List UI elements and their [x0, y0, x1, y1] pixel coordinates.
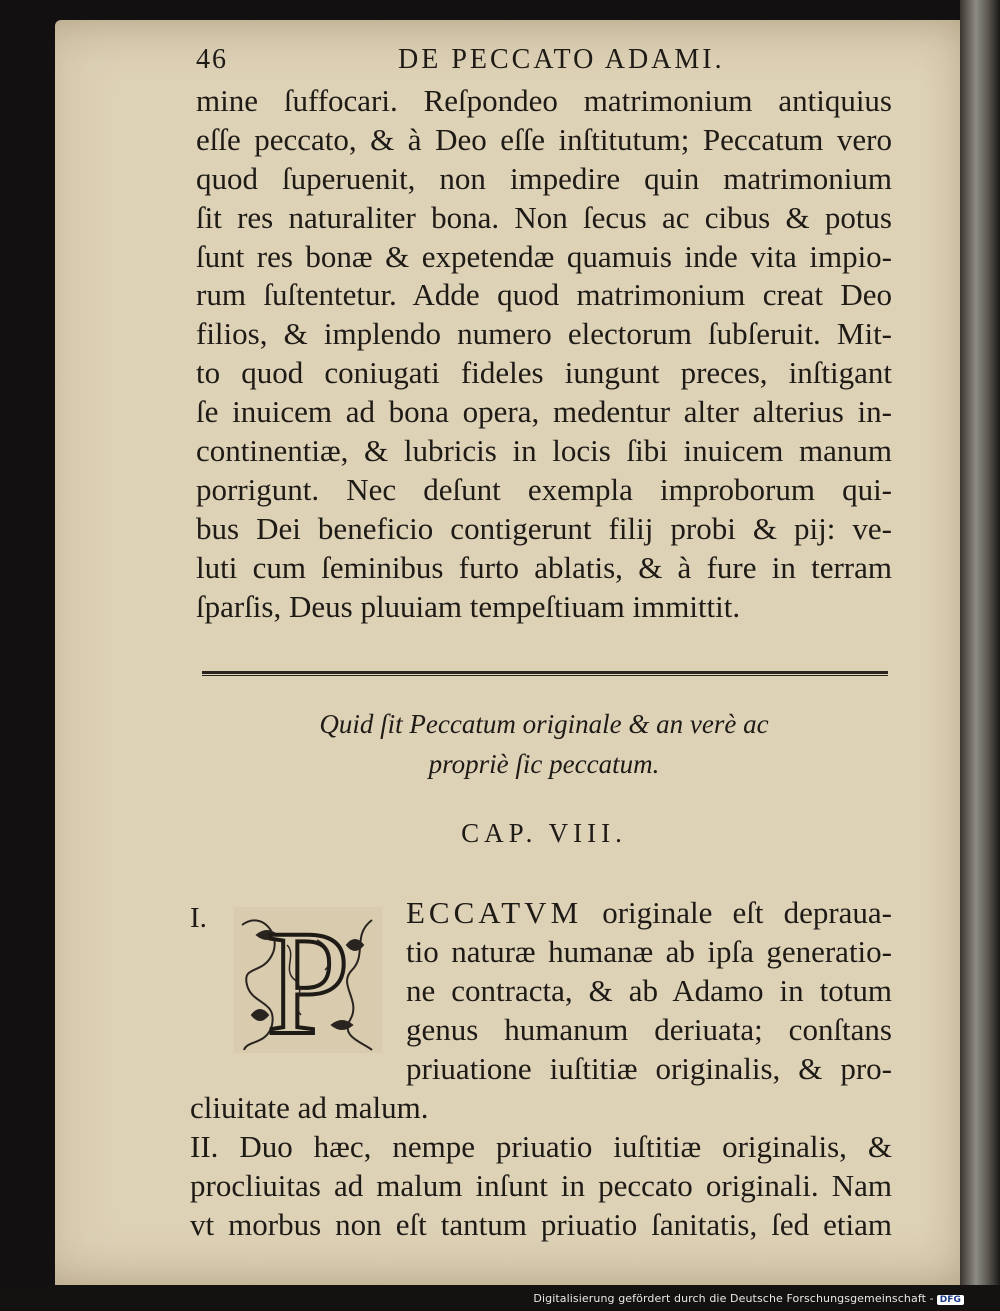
text-line: ſit res naturaliter bona. Non ſecus ac cibus & potus [196, 199, 892, 235]
text-line: rum ſuſtentetur. Adde quod matrimonium creat Deo [196, 277, 892, 313]
opening-line-rest: originale eſt depraua- [582, 895, 892, 930]
ornament-initial-icon [232, 905, 384, 1055]
section-divider-thin [202, 675, 888, 676]
chapter-number: CAP. VIII. [461, 818, 627, 848]
page-header [196, 44, 766, 84]
paragraph-continued [196, 82, 892, 626]
chapter-heading-line: propriè ſic peccatum. [428, 749, 660, 779]
text-line: luti cum ſeminibus furto ablatis, & à fure in terram [196, 549, 892, 585]
text-line: ſunt res bonæ & expetendæ quamuis inde vita impio- [196, 238, 892, 274]
initial-letter: P [266, 905, 350, 1055]
book-edge [960, 0, 1000, 1311]
opening-word: ECCATVM [406, 895, 583, 930]
text-line: cliuitate ad malum. [190, 1090, 429, 1125]
text-line: vt morbus non eſt tantum priuatio ſanitatis, ſed etiam [190, 1206, 892, 1242]
section-two-text [190, 1089, 892, 1245]
chapter-heading-line: Quid ſit Peccatum originale & an verè ac [319, 709, 769, 739]
chapter-heading [196, 704, 892, 784]
text-line: tio naturæ humanæ ab ipſa generatio- [406, 933, 892, 969]
text-line: porrigunt. Nec deſunt exempla improborum qui- [196, 471, 892, 507]
text-line-first [406, 894, 892, 933]
funding-credit [533, 1292, 964, 1305]
section-divider [202, 671, 888, 674]
text-line: priuatione iuſtitiæ originalis, & pro- [406, 1050, 892, 1086]
text-line: genus humanum deriuata; conſtans [406, 1011, 892, 1047]
funding-credit-text: Digitalisierung gefördert durch die Deutsche Forschungsgemeinschaft - [533, 1292, 934, 1305]
page-number: 46 [196, 44, 228, 75]
text-line: to quod coniugati fideles iungunt preces, inſtigant [196, 355, 892, 391]
dfg-logo-icon: DFG [937, 1295, 964, 1305]
decorated-initial [232, 905, 384, 1055]
text-line: mine ſuffocari. Reſpondeo matrimonium antiquius [196, 83, 892, 118]
text-line: eſſe peccato, & à Deo eſſe inſtitutum; Peccatum vero [196, 121, 892, 157]
text-line: ſe inuicem ad bona opera, medentur alter alterius in- [196, 394, 892, 430]
section-number: I. [190, 902, 207, 934]
text-line: bus Dei beneficio contigerunt filij probi & pij: ve- [196, 510, 892, 546]
section-one-text [406, 894, 892, 1088]
running-head: DE PECCATO ADAMI. [398, 44, 725, 75]
text-line: filios, & implendo numero electorum ſubſeruit. Mit- [196, 316, 892, 352]
text-line: procliuitas ad malum inſunt in peccato originali. Nam [190, 1167, 892, 1203]
text-line: II. Duo hæc, nempe priuatio iuſtitiæ originalis, & [190, 1128, 892, 1164]
text-line: ſparſis, Deus pluuiam tempeſtiuam immittit. [196, 588, 741, 624]
text-line: ne contracta, & ab Adamo in totum [406, 972, 892, 1008]
text-line: continentiæ, & lubricis in locis ſibi inuicem manum [196, 433, 892, 469]
text-line: quod ſuperuenit, non impedire quin matrimonium [196, 160, 892, 196]
